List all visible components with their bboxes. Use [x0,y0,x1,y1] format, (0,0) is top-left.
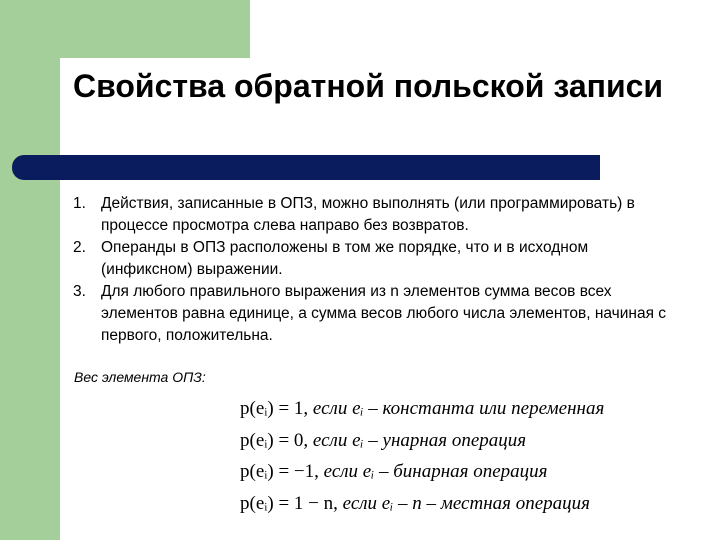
item-text: Операнды в ОПЗ расположены в том же порядке, что и в исходном (инфиксном) выражении. [101,239,589,278]
item-number: 3. [73,283,86,300]
slide-title: Свойства обратной польской записи [73,68,664,104]
item-number: 1. [73,195,86,212]
weight-label: Вес элемента ОПЗ: [74,369,206,385]
item-text: Для любого правильного выражения из n элементов сумма весов всех элементов равна единице, а сумма весов любого числа элементов, начиная с первого, положительна. [101,283,667,344]
decor-green-column [0,0,60,540]
item-number: 2. [73,239,86,256]
list-item [73,193,673,237]
formula-unary: p(eᵢ) = 0, если eᵢ – унарная операция [240,429,527,451]
list-item [73,281,673,347]
formula-binary: p(eᵢ) = −1, если eᵢ – бинарная операция [240,461,548,482]
formula-constant: p(eᵢ) = 1, если eᵢ – константа или переменная [240,398,605,419]
decor-green-block [0,0,250,58]
item-text: Действия, записанные в ОПЗ, можно выполнять (или программировать) в процессе просмотра слева направо без возвратов. [101,195,635,234]
properties-list [73,193,673,347]
formula-block [240,393,710,519]
formula-n-ary: p(eᵢ) = 1 − n, если eᵢ – n – местная операция [240,492,590,514]
list-item [73,237,673,281]
title-underline-bar [12,155,600,180]
